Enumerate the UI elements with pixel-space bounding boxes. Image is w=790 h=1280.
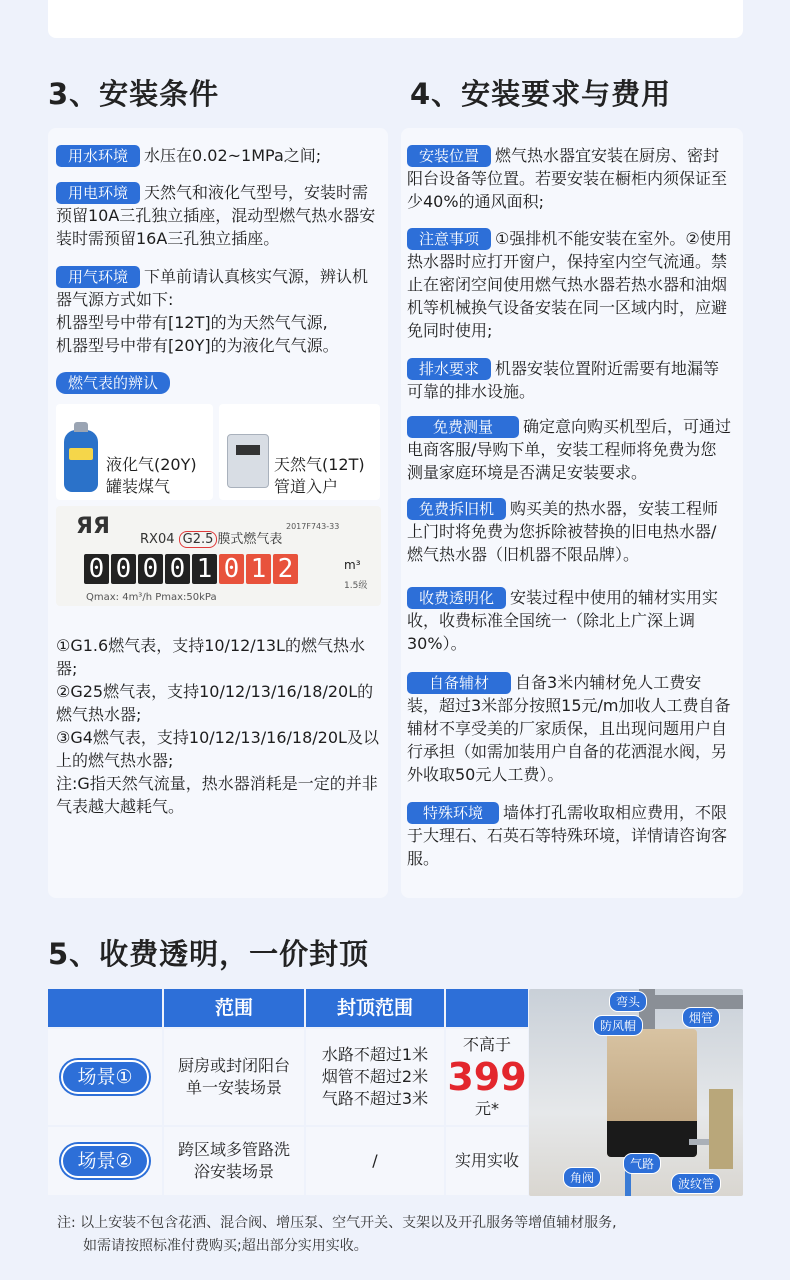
power-env-tag: 用电环境 — [56, 182, 140, 204]
meter-note: ①G1.6燃气表，支持10/12/13L的燃气热水器; — [56, 636, 365, 678]
free-measure-item — [407, 415, 732, 484]
lpg-card — [56, 404, 213, 500]
special-env-text: 墙体打孔需收取相应费用，不限于大理石、石英石等特殊环境，详情请咨询客服。 — [407, 803, 728, 868]
gas-env-line-2: 机器型号中带有[20Y]的为液化气气源。 — [56, 336, 339, 355]
scene-1-scope: 厨房或封闭阳台单一安装场景 — [164, 1029, 304, 1125]
fee-table-head-scope: 范围 — [164, 989, 304, 1027]
free-removal-tag: 免费拆旧机 — [407, 498, 506, 520]
natural-gas-label — [274, 454, 365, 498]
scene-1-price — [446, 1029, 528, 1125]
precautions-tag: 注意事项 — [407, 228, 491, 250]
meter-digit: 0 — [138, 554, 163, 584]
lpg-label — [106, 454, 197, 498]
scene-1-pill: 场景① — [61, 1060, 148, 1094]
meter-spec: Qmax: 4m³/h Pmax:50kPa — [86, 592, 217, 603]
meter-notes — [56, 634, 381, 818]
section-5-title: 5、收费透明，一价封顶 — [48, 937, 370, 971]
power-env-item — [56, 181, 381, 250]
gasmeter-tag-wrap — [56, 372, 174, 394]
top-card-edge — [48, 0, 743, 38]
label-gas-line: 气路 — [623, 1153, 661, 1174]
meter-model-tail: 膜式燃气表 — [217, 532, 283, 547]
label-corrugated: 波纹管 — [671, 1173, 721, 1194]
section-3-title: 3、安装条件 — [48, 77, 220, 111]
water-env-item — [56, 144, 381, 167]
cap-line: 水路不超过1米 — [321, 1045, 429, 1064]
gas-env-line-1: 机器型号中带有[12T]的为天然气气源, — [56, 313, 328, 332]
drainage-tag: 排水要求 — [407, 358, 491, 380]
location-tag: 安装位置 — [407, 145, 491, 167]
self-materials-text: 自备3米内辅材免人工费安装，超过3米部分按照15元/m加收人工费自备辅材不享受美的厂家质保，且出现问题用户自行承担（如需加装用户自备的花洒混水阀，另外收取50元人工费）。 — [407, 673, 731, 784]
meter-digit: 1 — [246, 554, 271, 584]
meter-unit: m³ — [344, 558, 361, 572]
gasmeter-tag: 燃气表的辨认 — [56, 372, 170, 394]
meter-model-line — [140, 528, 282, 547]
self-materials-item — [407, 671, 732, 786]
precautions-text: ①强排机不能安装在室外。②使用热水器时应打开窗户，保持室内空气流通。禁止在密闭空间使用燃气热水器若热水器和油烟机等机械换气设备安装在同一区域内时，应避免同时使用; — [407, 229, 732, 340]
precautions-item — [407, 227, 732, 342]
price-suffix: 元* — [474, 1099, 499, 1118]
meter-photo — [56, 506, 381, 606]
cap-line: 烟管不超过2米 — [321, 1067, 429, 1086]
water-env-tag: 用水环境 — [56, 145, 140, 167]
label-elbow: 弯头 — [609, 991, 647, 1012]
meter-digit: 0 — [219, 554, 244, 584]
natural-gas-card — [219, 404, 380, 500]
meter-digits — [84, 554, 298, 584]
free-removal-text: 购买美的热水器，安装工程师上门时将免费为您拆除被替换的旧电热水器/燃气热水器（旧机器不限品牌）。 — [407, 499, 719, 564]
gas-env-item — [56, 265, 381, 357]
meter-digit: 0 — [111, 554, 136, 584]
gas-env-tag: 用气环境 — [56, 266, 140, 288]
gas-meter-wall — [709, 1089, 733, 1169]
water-env-text: 水压在0.02~1MPa之间; — [144, 146, 322, 165]
location-item — [407, 144, 732, 213]
meter-note: ②G25燃气表，支持10/12/13/16/18/20L的燃气热水器; — [56, 682, 374, 724]
water-heater — [607, 1029, 697, 1157]
meter-digit: 1 — [192, 554, 217, 584]
power-env-text: 天然气和液化气型号，安装时需预留10A三孔独立插座，混动型燃气热水器安装时需预留16A三孔独立插座。 — [56, 183, 376, 248]
label-flue: 烟管 — [682, 1007, 720, 1028]
meter-digit: 0 — [84, 554, 109, 584]
meter-cert: 2017F743-33 — [286, 522, 340, 531]
meter-grade: 1.5级 — [344, 581, 368, 591]
price-value: 399 — [447, 1055, 527, 1099]
drainage-text: 机器安装位置附近需要有地漏等可靠的排水设施。 — [407, 359, 720, 401]
free-measure-tag: 免费测量 — [407, 416, 519, 438]
drainage-item — [407, 357, 732, 403]
meter-digit: 0 — [165, 554, 190, 584]
natural-gas-line-1: 天然气(12T) — [274, 455, 365, 474]
lpg-tank-icon — [64, 430, 98, 492]
scene-1-cell — [48, 1029, 162, 1125]
meter-model-circled: G2.5 — [179, 531, 218, 548]
fee-table-head-cap: 封顶范围 — [306, 989, 444, 1027]
footnote-line-1: 注: 以上安装不包含花洒、混合阀、增压泵、空气开关、支架以及开孔服务等增值辅材服务, — [57, 1215, 617, 1231]
transparent-fee-item — [407, 586, 732, 655]
transparent-fee-text: 安装过程中使用的辅材实用实收，收费标准全国统一（除北上广深上调30%）。 — [407, 588, 719, 653]
lpg-line-1: 液化气(20Y) — [106, 455, 197, 474]
label-angle-valve: 角阀 — [563, 1167, 601, 1188]
heater-install-photo — [529, 989, 743, 1196]
gas-env-text: 下单前请认真核实气源，辨认机器气源方式如下: — [56, 267, 369, 309]
fee-table-head-price — [446, 989, 528, 1027]
transparent-fee-tag: 收费透明化 — [407, 587, 506, 609]
special-env-item — [407, 801, 732, 870]
scene-2-price: 实用实收 — [446, 1127, 528, 1195]
scene-2-scope: 跨区域多管路洗浴安装场景 — [164, 1127, 304, 1195]
meter-digit: 2 — [273, 554, 298, 584]
special-env-tag: 特殊环境 — [407, 802, 499, 824]
footnote — [57, 1212, 617, 1258]
price-prefix: 不高于 — [462, 1035, 511, 1054]
lpg-line-2: 罐装煤气 — [106, 477, 171, 496]
meter-note: 注:G指天然气流量，热水器消耗是一定的并非气表越大越耗气。 — [56, 774, 378, 816]
location-text: 燃气热水器宜安装在厨房、密封阳台设备等位置。若要安装在橱柜内须保证至少40%的通风面积; — [407, 146, 728, 211]
footnote-line-2: 如需请按照标准付费购买;超出部分实用实收。 — [83, 1238, 368, 1254]
scene-2-cap: / — [306, 1127, 444, 1195]
free-removal-item — [407, 497, 732, 566]
section-4-title: 4、安装要求与费用 — [410, 77, 672, 111]
scene-2-cell — [48, 1127, 162, 1195]
meter-model: RX04 — [140, 532, 175, 547]
gas-meter-icon — [227, 434, 269, 488]
meter-brand-logo: ЯЯ — [76, 514, 110, 539]
meter-note: ③G4燃气表，支持10/12/13/16/18/20L及以上的燃气热水器; — [56, 728, 379, 770]
fee-table-head-blank — [48, 989, 162, 1027]
self-materials-tag: 自备辅材 — [407, 672, 511, 694]
label-windcap: 防风帽 — [593, 1015, 643, 1036]
scene-1-cap — [306, 1029, 444, 1125]
scene-2-pill: 场景② — [61, 1144, 148, 1178]
free-measure-text: 确定意向购买机型后，可通过电商客服/导购下单，安装工程师将免费为您测量家庭环境是否满足安装要求。 — [407, 417, 732, 482]
natural-gas-line-2: 管道入户 — [274, 477, 339, 496]
cap-line: 气路不超过3米 — [321, 1089, 429, 1108]
